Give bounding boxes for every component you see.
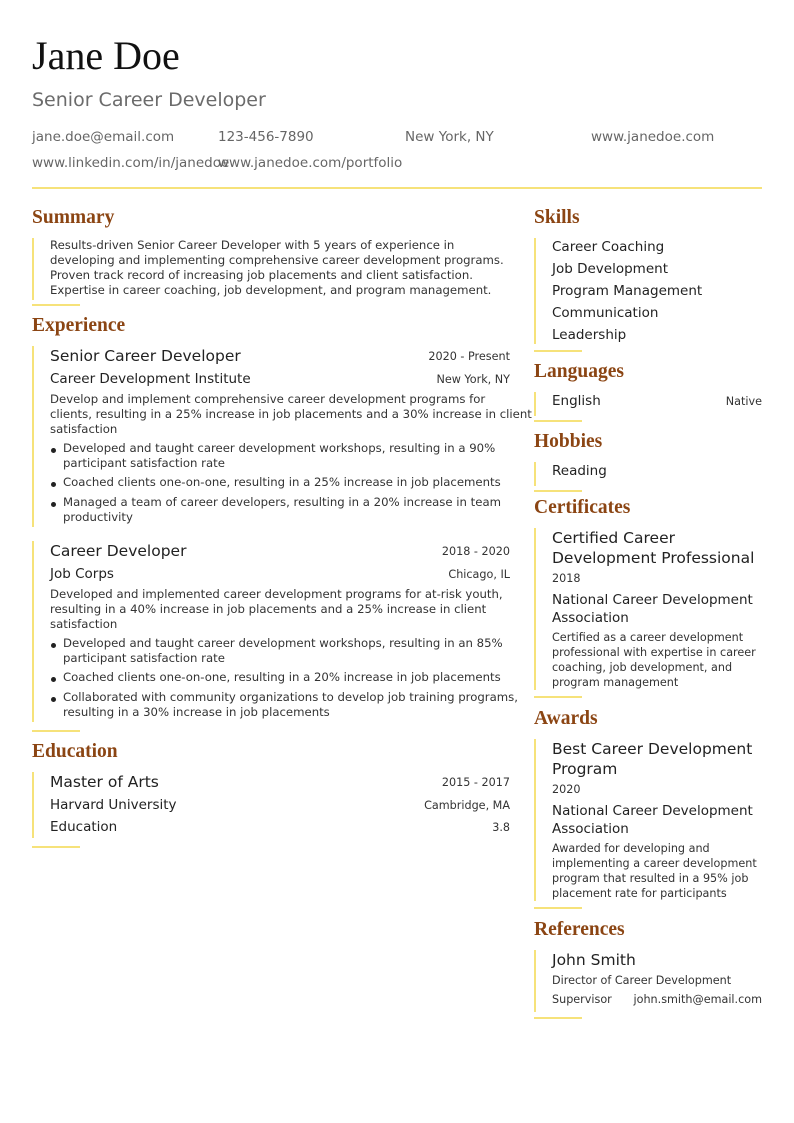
certificate-org-line: National Career Development <box>552 592 753 608</box>
summary-line: Results-driven Senior Career Developer with 5 years of experience in <box>50 238 455 252</box>
job-title: Career Developer <box>50 542 187 560</box>
certificates-heading: Certificates <box>534 497 631 518</box>
job-achievement-line: Coached clients one-on-one, resulting in a 25% increase in job placements <box>63 475 501 489</box>
job-achievement-line: participant satisfaction rate <box>63 456 225 470</box>
education-field: Education <box>50 819 118 835</box>
bullet-icon <box>51 482 56 487</box>
references-divider <box>534 1017 582 1019</box>
header-divider <box>32 187 762 189</box>
reference-role: Director of Career Development <box>552 974 732 987</box>
summary-line: Proven track record of increasing job placements and client satisfaction. <box>50 268 473 282</box>
job-company: Job Corps <box>50 566 114 582</box>
skills-accent-bar <box>534 238 536 344</box>
job-description-line: satisfaction <box>50 422 118 436</box>
contact-phone[interactable]: 123-456-7890 <box>218 129 314 145</box>
languages-divider <box>534 420 582 422</box>
contact-website[interactable]: www.janedoe.com <box>591 129 715 145</box>
certificate-desc-line: coaching, job development, and <box>552 661 733 674</box>
award-desc-line: program that resulted in a 95% job <box>552 872 749 885</box>
job-title: Senior Career Developer <box>50 347 241 365</box>
references-heading: References <box>534 919 625 940</box>
language-name: English <box>552 393 601 409</box>
job-accent-bar <box>32 346 34 527</box>
job-achievement-line: resulting in a 30% increase in job placements <box>63 705 330 719</box>
job-description-line: resulting in a 40% increase in job placements and a 25% increase in client <box>50 602 487 616</box>
summary-heading: Summary <box>32 207 115 228</box>
hobbies-heading: Hobbies <box>534 431 603 452</box>
job-achievement-line: Collaborated with community organizations to develop job training programs, <box>63 690 518 704</box>
skills-heading: Skills <box>534 207 580 228</box>
contact-portfolio[interactable]: www.janedoe.com/portfolio <box>218 155 403 171</box>
education-location: Cambridge, MA <box>424 799 510 812</box>
certificate-org-line: Association <box>552 610 629 626</box>
experience-heading: Experience <box>32 315 126 336</box>
reference-relation: Supervisor <box>552 993 612 1006</box>
certificate-title-line: Certified Career <box>552 529 675 547</box>
languages-accent-bar <box>534 392 536 416</box>
awards-heading: Awards <box>534 708 598 729</box>
job-description-line: satisfaction <box>50 617 118 631</box>
certificate-title-line: Development Professional <box>552 549 755 567</box>
certificate-desc-line: professional with expertise in career <box>552 646 756 659</box>
job-location: New York, NY <box>436 373 510 386</box>
job-dates: 2020 - Present <box>428 350 510 363</box>
skill-item: Program Management <box>552 283 703 299</box>
contact-email[interactable]: jane.doe@email.com <box>32 129 175 145</box>
bullet-icon <box>51 502 56 507</box>
job-location: Chicago, IL <box>448 568 510 581</box>
summary-accent-bar <box>32 238 34 300</box>
job-dates: 2018 - 2020 <box>441 545 510 558</box>
education-heading: Education <box>32 741 118 762</box>
education-divider <box>32 846 80 848</box>
award-org-line: National Career Development <box>552 803 753 819</box>
education-accent-bar <box>32 772 34 838</box>
job-achievement-line: participant satisfaction rate <box>63 651 225 665</box>
award-title-line: Program <box>552 760 618 778</box>
languages-heading: Languages <box>534 361 624 382</box>
bullet-icon <box>51 643 56 648</box>
summary-line: Expertise in career coaching, job development, and program management. <box>50 283 492 297</box>
job-achievement-line: Coached clients one-on-one, resulting in a 20% increase in job placements <box>63 670 501 684</box>
education-school: Harvard University <box>50 797 177 813</box>
awards-divider <box>534 907 582 909</box>
job-achievement-line: Managed a team of career developers, resulting in a 20% increase in team <box>63 495 501 509</box>
reference-email[interactable]: john.smith@email.com <box>633 993 762 1006</box>
candidate-title: Senior Career Developer <box>32 89 266 111</box>
hobby-item: Reading <box>552 463 607 479</box>
job-achievement-line: productivity <box>63 510 133 524</box>
job-description-line: Develop and implement comprehensive career development programs for <box>50 392 486 406</box>
reference-name: John Smith <box>552 951 636 969</box>
language-level: Native <box>725 395 762 408</box>
experience-divider <box>32 730 80 732</box>
award-desc-line: placement rate for participants <box>552 887 727 900</box>
award-year: 2020 <box>552 783 581 796</box>
job-company: Career Development Institute <box>50 371 251 387</box>
award-desc-line: Awarded for developing and <box>552 842 710 855</box>
contact-linkedin[interactable]: www.linkedin.com/in/janedoe <box>32 155 230 171</box>
certificates-divider <box>534 696 582 698</box>
award-desc-line: implementing a career development <box>552 857 757 870</box>
summary-divider <box>32 304 80 306</box>
skill-item: Communication <box>552 305 659 321</box>
contact-location: New York, NY <box>405 129 494 145</box>
certificate-year: 2018 <box>552 572 581 585</box>
summary-line: developing and implementing comprehensive career development programs. <box>50 253 504 267</box>
education-dates: 2015 - 2017 <box>441 776 510 789</box>
skills-divider <box>534 350 582 352</box>
education-gpa: 3.8 <box>492 821 510 834</box>
bullet-icon <box>51 448 56 453</box>
job-achievement-line: Developed and taught career development workshops, resulting in a 90% <box>63 441 496 455</box>
certificates-accent-bar <box>534 528 536 690</box>
candidate-name: Jane Doe <box>32 33 180 78</box>
job-accent-bar <box>32 541 34 722</box>
job-description-line: Developed and implemented career development programs for at-risk youth, <box>50 587 503 601</box>
bullet-icon <box>51 677 56 682</box>
award-title-line: Best Career Development <box>552 740 753 758</box>
skill-item: Leadership <box>552 327 627 343</box>
job-achievement-line: Developed and taught career development workshops, resulting in an 85% <box>63 636 503 650</box>
skill-item: Job Development <box>552 261 668 277</box>
references-accent-bar <box>534 950 536 1012</box>
certificate-desc-line: Certified as a career development <box>552 631 744 644</box>
job-description-line: clients, resulting in a 25% increase in job placements and a 30% increase in client <box>50 407 532 421</box>
education-degree: Master of Arts <box>50 773 159 791</box>
award-org-line: Association <box>552 821 629 837</box>
hobbies-divider <box>534 490 582 492</box>
awards-accent-bar <box>534 739 536 901</box>
bullet-icon <box>51 697 56 702</box>
skill-item: Career Coaching <box>552 239 665 255</box>
certificate-desc-line: program management <box>552 676 679 689</box>
hobbies-accent-bar <box>534 462 536 486</box>
